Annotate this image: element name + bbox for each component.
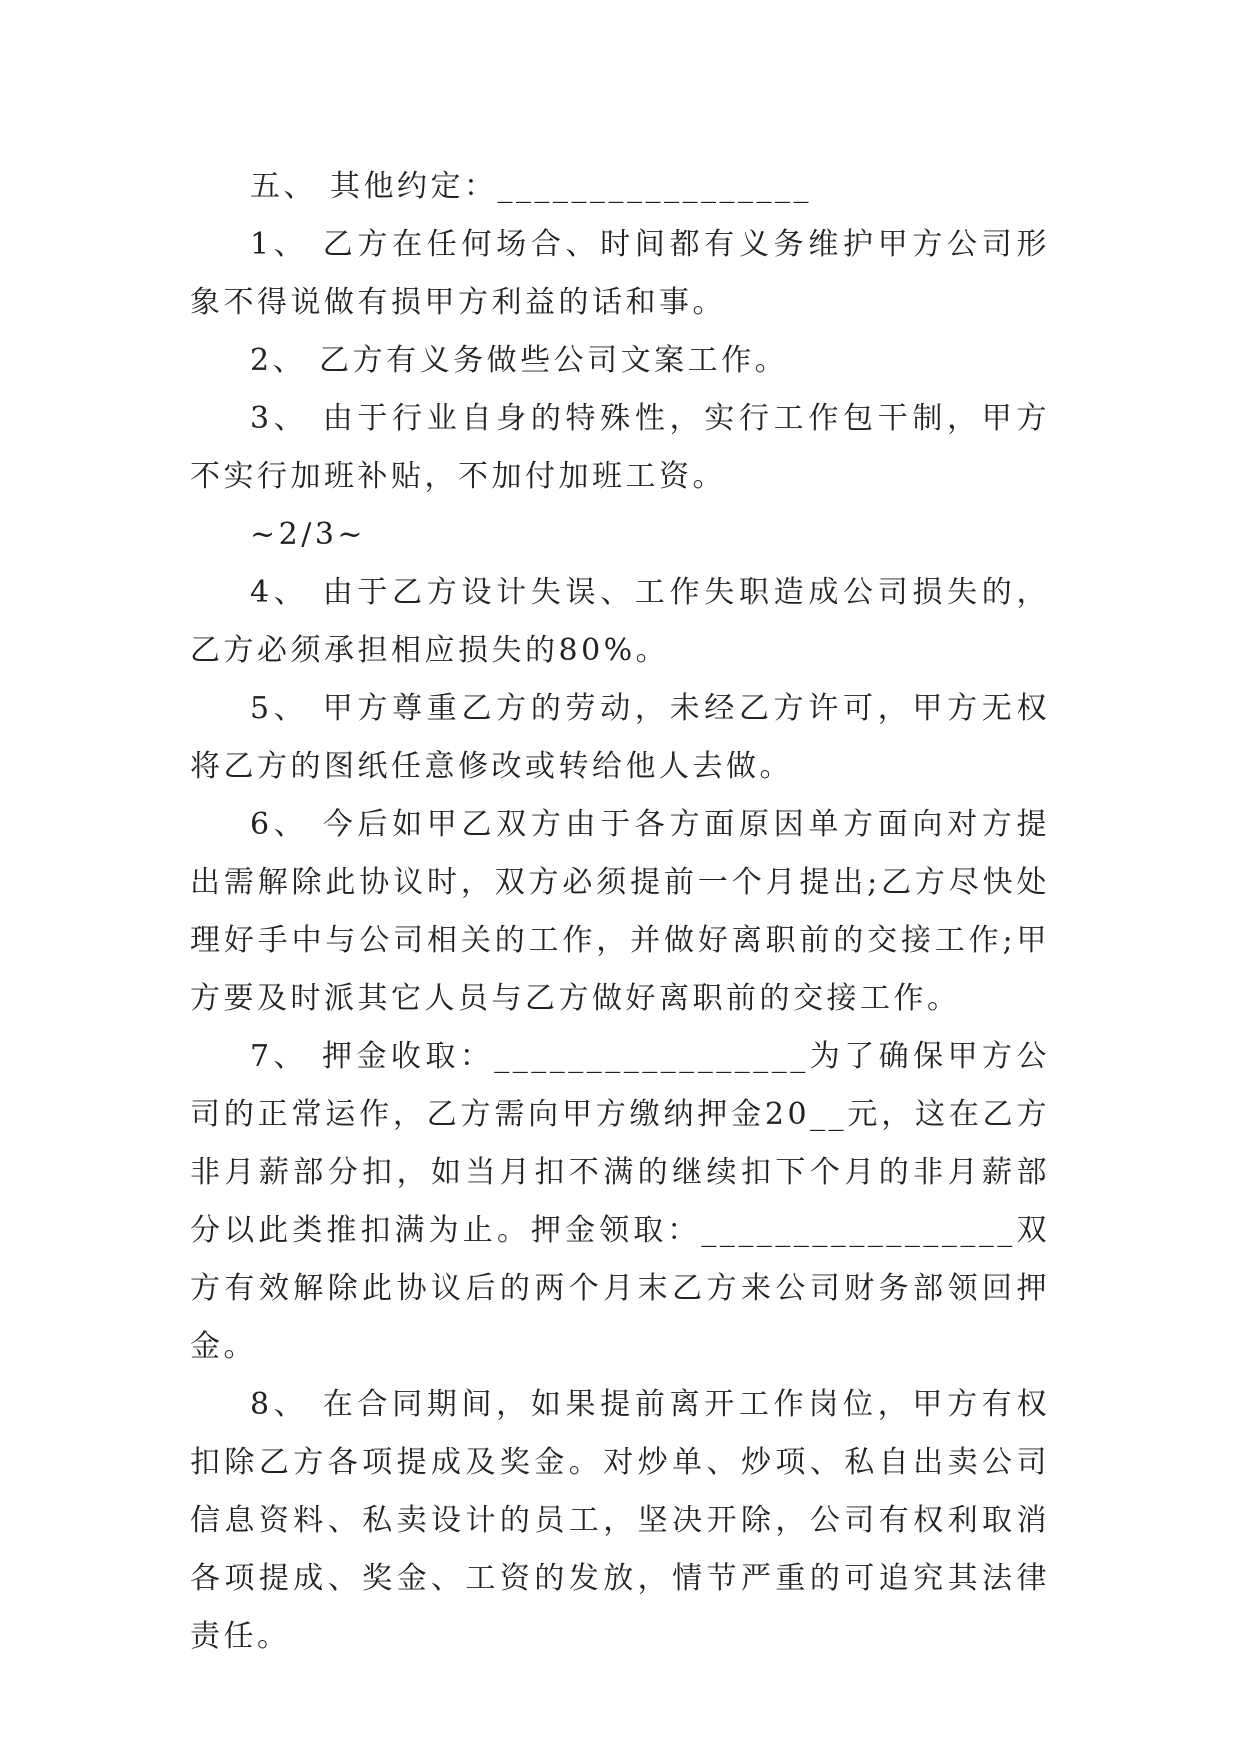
document-page bbox=[190, 158, 1050, 1666]
clause-7-deposit: 7、 押金收取：_________________为了确保甲方公司的正常运作，乙方需向甲方缴纳押金20__元，这在乙方非月薪部分扣，如当月扣不满的继续扣下个月的非月薪部分以此类推扣满为止。押金领取：_________________双方有效解除此协议后的两个月末乙方来公司财务部领回押金。 bbox=[190, 1039, 1050, 1364]
clause-4-loss-liability: 4、 由于乙方设计失误、工作失职造成公司损失的，乙方必须承担相应损失的80%。 bbox=[190, 575, 1050, 668]
section-5-other-terms: 五、 其他约定：_________________ bbox=[250, 169, 813, 204]
clause-1-company-image: 1、 乙方在任何场合、时间都有义务维护甲方公司形象不得说做有损甲方利益的话和事。 bbox=[190, 227, 1050, 320]
clause-8-penalties: 8、 在合同期间，如果提前离开工作岗位，甲方有权扣除乙方各项提成及奖金。对炒单、炒项、私自出卖公司信息资料、私卖设计的员工，坚决开除，公司有权利取消各项提成、奖金、工资的发放，情节严重的可追究其法律责任。 bbox=[190, 1387, 1050, 1654]
page-number: ~2/3~ bbox=[250, 517, 367, 552]
clause-5-drawings: 5、 甲方尊重乙方的劳动，未经乙方许可，甲方无权将乙方的图纸任意修改或转给他人去做。 bbox=[190, 691, 1050, 784]
clause-6-termination: 6、 今后如甲乙双方由于各方面原因单方面向对方提出需解除此协议时，双方必须提前一个月提出;乙方尽快处理好手中与公司相关的工作，并做好离职前的交接工作;甲方要及时派其它人员与乙方做好离职前的交接工作。 bbox=[190, 807, 1050, 1016]
clause-3-no-overtime: 3、 由于行业自身的特殊性，实行工作包干制，甲方不实行加班补贴，不加付加班工资。 bbox=[190, 401, 1050, 494]
clause-2-copywriting: 2、 乙方有义务做些公司文案工作。 bbox=[250, 343, 789, 378]
